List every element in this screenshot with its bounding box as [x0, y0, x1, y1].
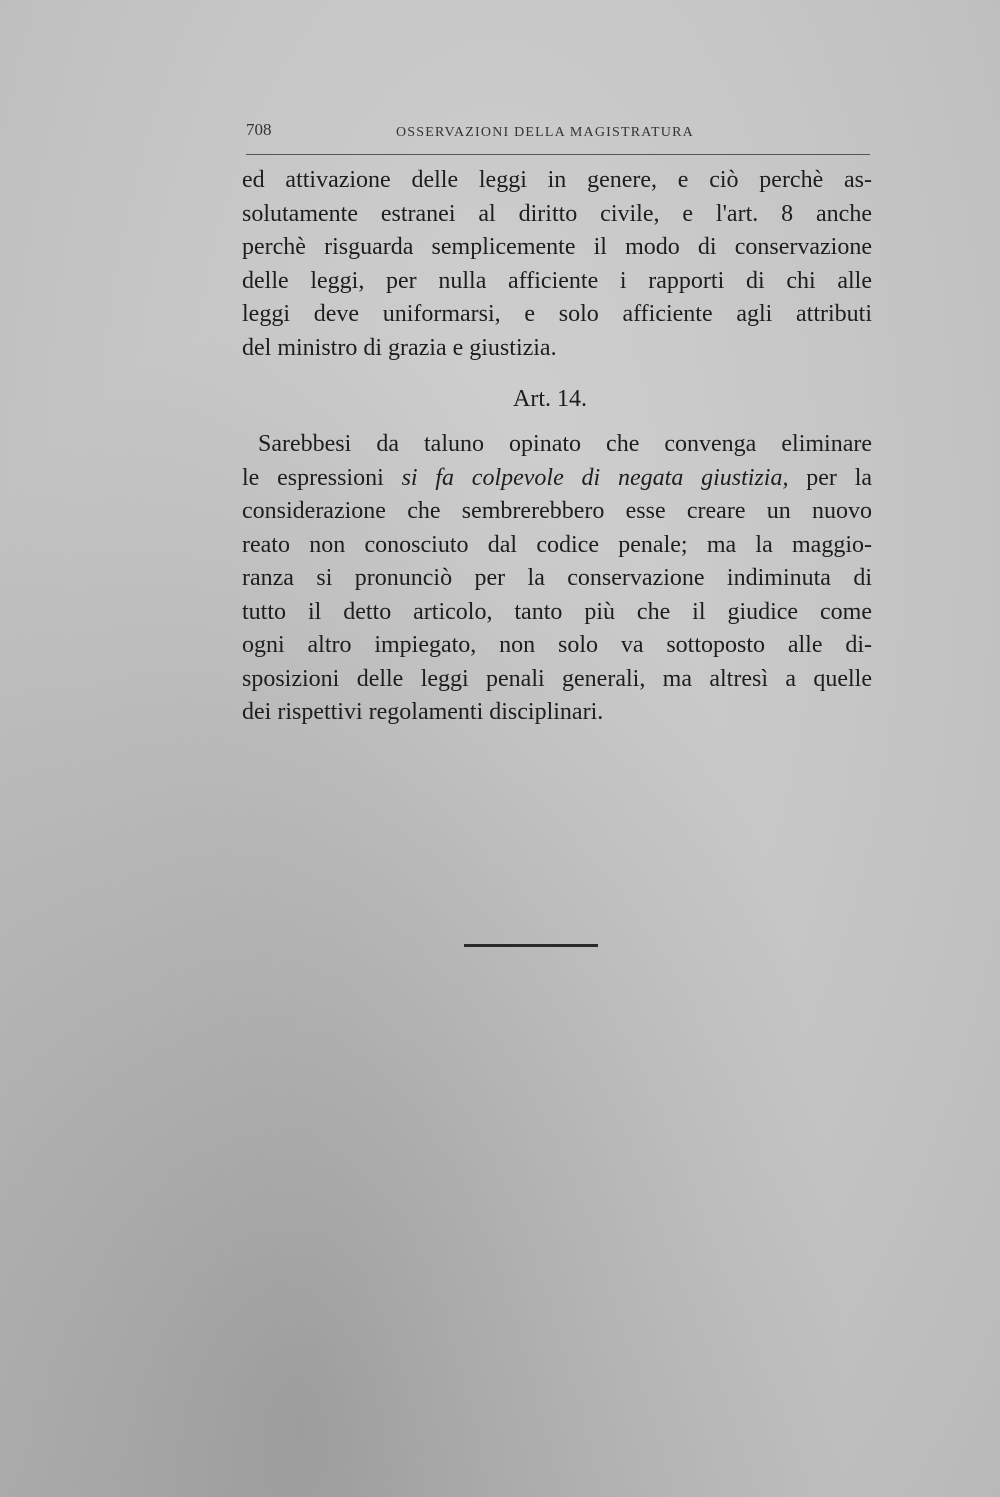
italic-phrase: si fa colpevole di negata giustizia,: [401, 464, 789, 491]
text-line: ogni altro impiegato, non solo va sottoposto alle di-: [242, 632, 872, 658]
text-line: delle leggi, per nulla afficiente i rapporti di chi alle: [242, 267, 872, 294]
text-line: Sarebbesi da taluno opinato che convenga eliminare: [258, 431, 872, 457]
text-span: per la: [806, 464, 873, 491]
text-line: tutto il detto articolo, tanto più che il giudice come: [242, 598, 872, 625]
paragraph-article-14: [242, 428, 872, 730]
article-heading: Art. 14.: [513, 386, 587, 412]
paragraph-continued: [242, 164, 872, 365]
text-line: solutamente estranei al diritto civile, e l'art. 8 anche: [242, 200, 872, 227]
text-line: considerazione che sembrerebbero esse creare un nuovo: [242, 498, 872, 524]
text-line: del ministro di grazia e giustizia.: [242, 334, 557, 361]
text-line: ed attivazione delle leggi in genere, e ciò perchè as-: [242, 167, 872, 193]
text-line: dei rispettivi regolamenti disciplinari.: [242, 699, 604, 725]
text-line: ranza si pronunciò per la conservazione indiminuta di: [242, 565, 872, 591]
end-rule-divider: [464, 944, 598, 947]
text-line-mixed: [242, 462, 872, 496]
running-title: OSSERVAZIONI DELLA MAGISTRATURA: [396, 125, 694, 140]
page-number: 708: [246, 120, 272, 139]
text-line: perchè risguarda semplicemente il modo di conservazione: [242, 234, 872, 260]
text-line: reato non conosciuto dal codice penale; ma la maggio-: [242, 531, 872, 558]
text-line: sposizioni delle leggi penali generali, ma altresì a quelle: [242, 665, 872, 692]
running-header: [246, 120, 870, 155]
text-span: le espressioni: [242, 464, 384, 491]
text-line: leggi deve uniformarsi, e solo afficiente agli attributi: [242, 301, 872, 327]
